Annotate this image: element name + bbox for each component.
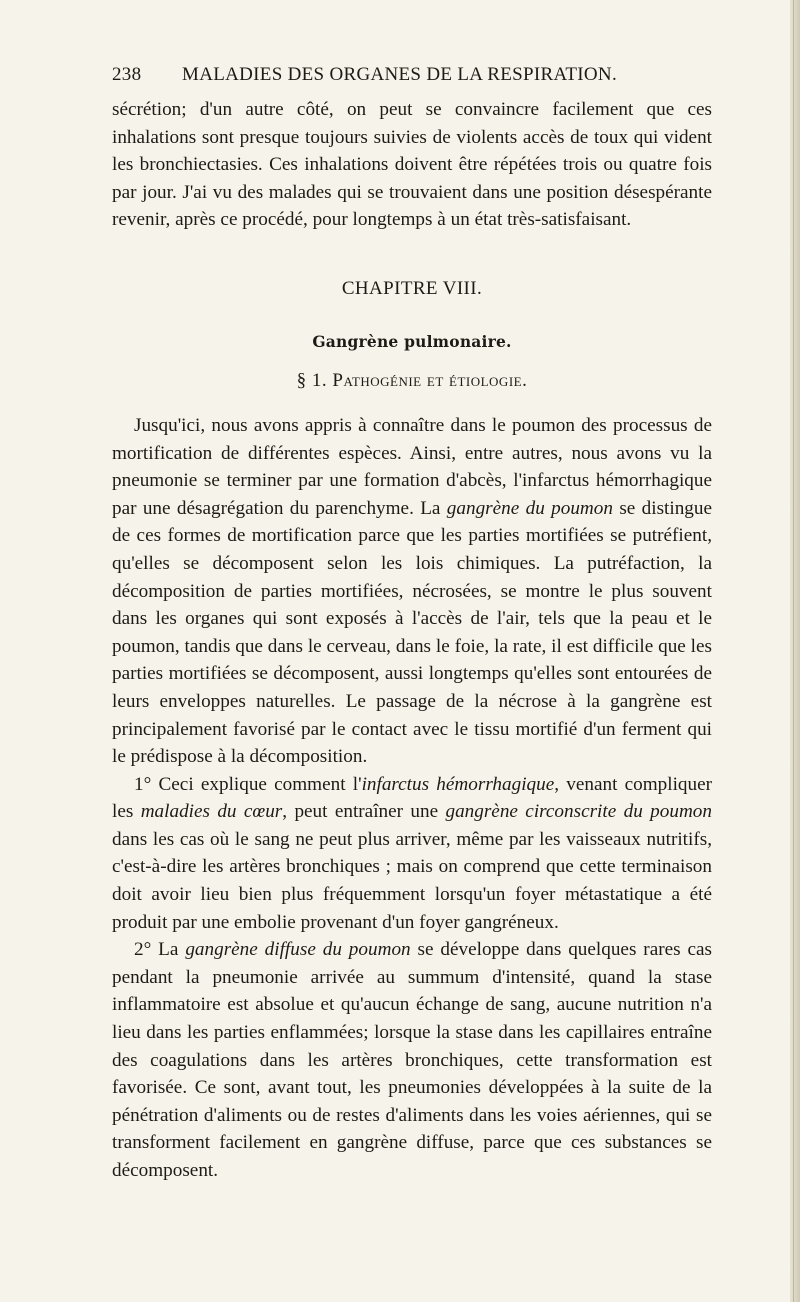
list-number: 1° [134, 773, 152, 795]
italic-term: infarctus hémorrhagique [361, 773, 555, 795]
chapter-heading: CHAPITRE VIII. [341, 277, 483, 299]
paragraph-pathogenie [112, 412, 712, 771]
section-heading [112, 370, 712, 400]
text-run: se distingue de ces formes de mortification parce que les parties mortifiées se putréfient, qu'elles se décomposent selon les lois chimiques. La putréfaction, la décomposition de parties mortifiées, nécrosées, se montre le plus souvent dans les organes qui sont exposés à l'accès de l'air, tels que la peau et le poumon, tandis que dans le cerveau, dans le foie, la rate, il est difficile que les parties mortifiées se décomposent, aussi longtemps qu'elles sont entourées de leurs enveloppes naturelles. Le passage de la nécrose à la gangrène est principalement favorisé par le contact avec le tissu mortifié d'un ferment qui le prédispose à la décomposition. [112, 497, 712, 768]
paragraph-point-2 [112, 936, 712, 1184]
italic-term: gangrène diffuse du poumon [185, 939, 411, 961]
text-run: La [151, 939, 186, 961]
italic-term: gangrène circonscrite du poumon [445, 801, 712, 823]
text-run: , peut entraîner une [282, 801, 446, 823]
book-page [112, 64, 712, 1185]
page-edge [790, 0, 800, 1302]
chapter-subtitle: Gangrène pulmonaire. [312, 331, 512, 351]
intro-paragraph: sécrétion; d'un autre côté, on peut se convaincre facilement que ces inhalations sont presque toujours suivies de violents accès de toux qui vident les bronchiectasies. Ces inhalations doivent être répétées trois ou quatre fois par jour. J'ai vu des malades qui se trouvaient dans une position désespérante revenir, après ce procédé, pour longtemps à un état très-satisfaisant. [112, 99, 712, 231]
running-title: MALADIES DES ORGANES DE LA RESPIRATION. [182, 64, 617, 85]
text-run: Jusqu'ici, nous avons appris à connaître dans le poumon des processus de mortification de différentes espèces. Ainsi, entre autres, nous avons vu la pneumonie se terminer par une formation d'abcès, l'infarctus hémorrhagique par une désagrégation du parenchyme. La [112, 414, 712, 519]
text-run: dans les cas où le sang ne peut plus arriver, même par les vaisseaux nutritifs, c'est-à-dire les artères bronchiques ; mais on comprend que cette terminaison doit avoir lieu bien plus fréquemment lorsqu'un foyer métastatique a été produit par une embolie provenant d'un foyer gangréneux. [112, 828, 712, 933]
list-number: 2° [134, 939, 152, 961]
text-run: , venant compliquer les [112, 773, 712, 823]
text-run: se développe dans quelques rares cas pendant la pneumonie arrivée au summum d'intensité, quand la stase inflammatoire est absolue et qu'aucun échange de sang, aucune nutrition n'a lieu dans les parties enflammées; lorsque la stase dans les capillaires entraîne des coagulations dans les artères bronchiques, cette transformation est favorisée. Ce sont, avant tout, les pneumonies développées à la suite de la pénétration d'aliments ou de restes d'aliments dans les voies aériennes, qui se transforment facilement en gangrène diffuse, parce que ces substances se décomposent. [112, 939, 712, 1181]
running-header [112, 64, 712, 96]
italic-term: gangrène du poumon [446, 497, 613, 519]
text-run: Ceci explique comment l' [151, 773, 362, 795]
paragraph-point-1 [112, 771, 712, 937]
section-title: Pathogénie et étiologie. [332, 369, 528, 391]
section-number: § 1. [296, 369, 328, 391]
page-number: 238 [112, 64, 142, 85]
italic-term: maladies du cœur [140, 801, 283, 823]
